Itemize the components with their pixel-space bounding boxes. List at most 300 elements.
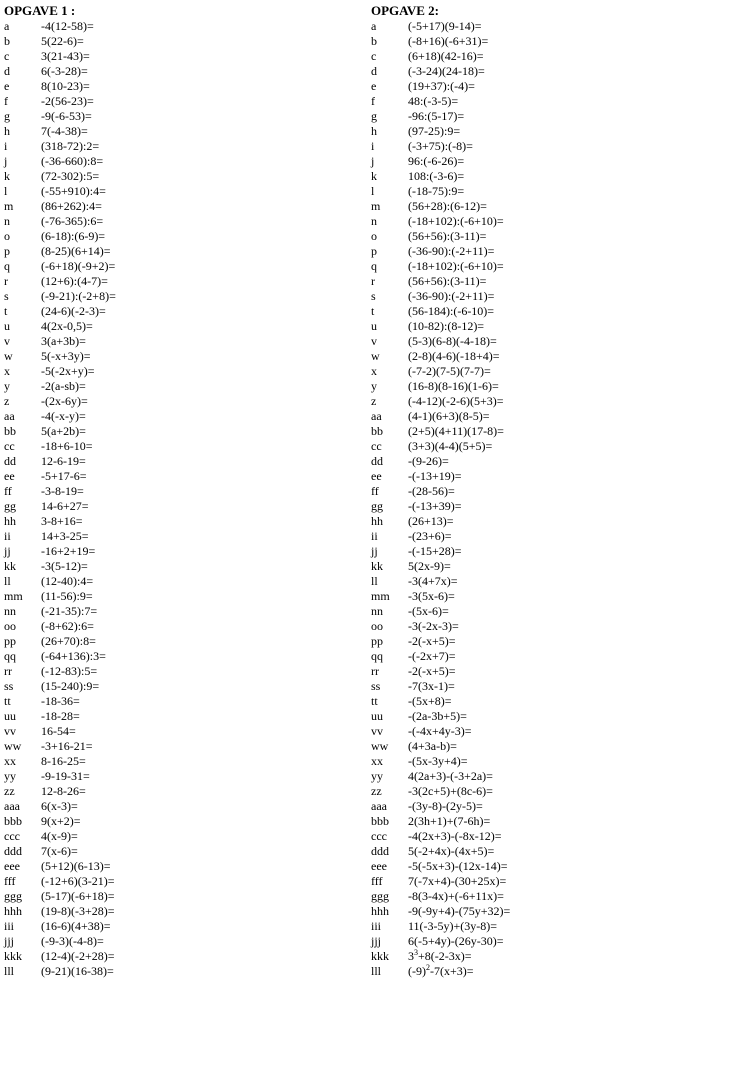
exercise-label: v bbox=[4, 334, 10, 348]
exercise-row bbox=[4, 139, 116, 154]
exercise-row bbox=[371, 739, 510, 754]
exercise-row bbox=[4, 889, 116, 904]
exercise-row bbox=[371, 19, 510, 34]
exercise-row bbox=[371, 919, 510, 934]
exercise-expression: 14+3-25= bbox=[41, 529, 89, 543]
exercise-label: oo bbox=[4, 619, 16, 633]
exercise-label: t bbox=[4, 304, 8, 318]
opgave-2-column bbox=[371, 3, 510, 979]
exercise-row bbox=[4, 604, 116, 619]
exercise-row bbox=[371, 454, 510, 469]
exercise-label: m bbox=[371, 199, 381, 213]
exercise-row bbox=[4, 199, 116, 214]
exercise-row bbox=[4, 484, 116, 499]
exercise-label: l bbox=[371, 184, 375, 198]
exercise-row bbox=[371, 604, 510, 619]
exercise-label: aa bbox=[371, 409, 382, 423]
exercise-label: jjj bbox=[371, 934, 382, 948]
exercise-row bbox=[371, 634, 510, 649]
exercise-row bbox=[4, 319, 116, 334]
exercise-label: qq bbox=[4, 649, 16, 663]
exercise-label: z bbox=[371, 394, 377, 408]
exercise-expression: (-18+102):(-6+10)= bbox=[408, 214, 504, 228]
exercise-row bbox=[371, 874, 510, 889]
exercise-expression: 4(2a+3)-(-3+2a)= bbox=[408, 769, 493, 783]
exercise-row bbox=[4, 724, 116, 739]
exercise-row bbox=[371, 784, 510, 799]
exercise-expression: (5-3)(6-8)(-4-18)= bbox=[408, 334, 497, 348]
exercise-expression: -(5x-3y+4)= bbox=[408, 754, 468, 768]
exercise-row bbox=[371, 79, 510, 94]
exercise-expression: 11(-3-5y)+(3y-8)= bbox=[408, 919, 498, 933]
exercise-label: xx bbox=[371, 754, 383, 768]
exercise-expression: (-12+6)(3-21)= bbox=[41, 874, 115, 888]
exercise-label: ii bbox=[371, 529, 378, 543]
exercise-row bbox=[371, 424, 510, 439]
exercise-expression: -18-28= bbox=[41, 709, 80, 723]
exercise-row bbox=[4, 169, 116, 184]
exercise-row bbox=[4, 469, 116, 484]
exercise-label: nn bbox=[371, 604, 383, 618]
exercise-expression bbox=[408, 964, 474, 979]
exercise-expression: (56-184):(-6-10)= bbox=[408, 304, 495, 318]
exercise-label: mm bbox=[371, 589, 390, 603]
exercise-label: ddd bbox=[4, 844, 22, 858]
exercise-label: o bbox=[4, 229, 10, 243]
exercise-expression: 12-6-19= bbox=[41, 454, 86, 468]
exercise-label: u bbox=[371, 319, 377, 333]
exercise-label: p bbox=[371, 244, 377, 258]
exercise-label: b bbox=[371, 34, 377, 48]
exercise-row bbox=[4, 574, 116, 589]
exercise-row bbox=[4, 64, 116, 79]
exercise-expression: (72-302):5= bbox=[41, 169, 100, 183]
exercise-label: d bbox=[4, 64, 10, 78]
exercise-label: yy bbox=[371, 769, 383, 783]
exercise-row bbox=[371, 229, 510, 244]
exercise-label: ddd bbox=[371, 844, 389, 858]
exercise-label: d bbox=[371, 64, 377, 78]
exercise-expression: (-8+16)(-6+31)= bbox=[408, 34, 489, 48]
exercise-row bbox=[371, 934, 510, 949]
exercise-expression: (26+70):8= bbox=[41, 634, 96, 648]
exercise-row bbox=[371, 694, 510, 709]
exercise-row bbox=[4, 784, 116, 799]
exercise-row bbox=[371, 349, 510, 364]
exercise-expression: 6(-3-28)= bbox=[41, 64, 88, 78]
exercise-row bbox=[371, 829, 510, 844]
exercise-label: uu bbox=[371, 709, 383, 723]
exercise-row bbox=[4, 814, 116, 829]
exercise-row bbox=[371, 394, 510, 409]
exercise-expression: -(2x-6y)= bbox=[41, 394, 88, 408]
exercise-row bbox=[4, 619, 116, 634]
exercise-expression: 8-16-25= bbox=[41, 754, 86, 768]
exercise-row bbox=[4, 769, 116, 784]
exercise-label: r bbox=[371, 274, 375, 288]
exercise-label: hh bbox=[4, 514, 16, 528]
exercise-row bbox=[371, 514, 510, 529]
exercise-label: s bbox=[371, 289, 376, 303]
exercise-expression: -9-19-31= bbox=[41, 769, 90, 783]
exercise-expression: (86+262):4= bbox=[41, 199, 102, 213]
exercise-row bbox=[371, 499, 510, 514]
exercise-expression: (-36-90):(-2+11)= bbox=[408, 289, 495, 303]
exercise-row bbox=[4, 649, 116, 664]
exercise-expression: -(28-56)= bbox=[408, 484, 455, 498]
exercise-expression: -(5x+8)= bbox=[408, 694, 452, 708]
exercise-label: j bbox=[371, 154, 375, 168]
exercise-row bbox=[4, 34, 116, 49]
exercise-expression: -3(5-12)= bbox=[41, 559, 88, 573]
exercise-expression: 14-6+27= bbox=[41, 499, 89, 513]
exercise-row bbox=[371, 529, 510, 544]
exercise-expression: -4(12-58)= bbox=[41, 19, 94, 33]
exercise-row bbox=[4, 454, 116, 469]
exercise-expression: 3-8+16= bbox=[41, 514, 83, 528]
exercise-row bbox=[371, 199, 510, 214]
exercise-label: i bbox=[371, 139, 375, 153]
exercise-row bbox=[371, 274, 510, 289]
exercise-row bbox=[4, 394, 116, 409]
expression-exponent: 2 bbox=[426, 963, 430, 972]
exercise-label: ccc bbox=[371, 829, 387, 843]
exercise-row bbox=[371, 289, 510, 304]
exercise-label: qq bbox=[371, 649, 383, 663]
expression-base: 3 bbox=[408, 949, 414, 963]
exercise-expression: 108:(-3-6)= bbox=[408, 169, 465, 183]
exercise-expression: (-5+17)(9-14)= bbox=[408, 19, 482, 33]
expression-rest: -7(x+3)= bbox=[430, 964, 474, 978]
exercise-expression: (-21-35):7= bbox=[41, 604, 98, 618]
exercise-label: lll bbox=[4, 964, 15, 978]
exercise-label: eee bbox=[4, 859, 20, 873]
exercise-row bbox=[4, 739, 116, 754]
exercise-row bbox=[371, 34, 510, 49]
exercise-label: bbb bbox=[371, 814, 389, 828]
exercise-row bbox=[4, 679, 116, 694]
exercise-expression: 4(2x-0,5)= bbox=[41, 319, 93, 333]
exercise-row bbox=[371, 214, 510, 229]
exercise-expression: -(3y-8)-(2y-5)= bbox=[408, 799, 483, 813]
exercise-expression: (-55+910):4= bbox=[41, 184, 106, 198]
exercise-expression: -(9-26)= bbox=[408, 454, 449, 468]
exercise-row bbox=[4, 304, 116, 319]
exercise-row bbox=[4, 559, 116, 574]
exercise-label: l bbox=[4, 184, 8, 198]
exercise-row bbox=[4, 409, 116, 424]
exercise-expression: (-7-2)(7-5)(7-7)= bbox=[408, 364, 491, 378]
exercise-expression: 7(x-6)= bbox=[41, 844, 78, 858]
exercise-expression: (8-25)(6+14)= bbox=[41, 244, 111, 258]
exercise-expression: -3+16-21= bbox=[41, 739, 93, 753]
exercise-label: w bbox=[4, 349, 13, 363]
exercise-expression: 5(2x-9)= bbox=[408, 559, 451, 573]
exercise-row bbox=[371, 544, 510, 559]
exercise-label: q bbox=[371, 259, 377, 273]
exercise-expression: (26+13)= bbox=[408, 514, 454, 528]
opgave-1-title: OPGAVE 1 : bbox=[4, 3, 76, 18]
exercise-row bbox=[371, 169, 510, 184]
exercise-label: cc bbox=[371, 439, 382, 453]
exercise-label: lll bbox=[371, 964, 382, 978]
exercise-label: w bbox=[371, 349, 380, 363]
exercise-label: a bbox=[371, 19, 377, 33]
exercise-label: xx bbox=[4, 754, 16, 768]
exercise-label: o bbox=[371, 229, 377, 243]
exercise-label: fff bbox=[371, 874, 383, 888]
exercise-row bbox=[4, 424, 116, 439]
exercise-expression: (-18+102):(-6+10)= bbox=[408, 259, 504, 273]
exercise-label: rr bbox=[371, 664, 379, 678]
exercise-expression: (-12-83):5= bbox=[41, 664, 98, 678]
exercise-row bbox=[4, 799, 116, 814]
exercise-label: vv bbox=[371, 724, 383, 738]
exercise-row bbox=[4, 229, 116, 244]
exercise-expression: -5(-2x+y)= bbox=[41, 364, 95, 378]
exercise-label: jj bbox=[4, 544, 11, 558]
exercise-expression: -3(-2x-3)= bbox=[408, 619, 459, 633]
exercise-expression: (-18-75):9= bbox=[408, 184, 465, 198]
exercise-row bbox=[371, 139, 510, 154]
exercise-expression: -(-4x+4y-3)= bbox=[408, 724, 472, 738]
exercise-expression: -18-36= bbox=[41, 694, 80, 708]
exercise-row bbox=[371, 649, 510, 664]
exercise-row bbox=[4, 19, 116, 34]
exercise-label: fff bbox=[4, 874, 16, 888]
exercise-row bbox=[371, 439, 510, 454]
exercise-expression: (56+56):(3-11)= bbox=[408, 274, 487, 288]
exercise-label: ss bbox=[371, 679, 381, 693]
exercise-label: ww bbox=[4, 739, 22, 753]
exercise-row bbox=[4, 514, 116, 529]
exercise-label: ww bbox=[371, 739, 389, 753]
exercise-row bbox=[4, 439, 116, 454]
exercise-expression: 7(-4-38)= bbox=[41, 124, 88, 138]
exercise-expression: (19-8)(-3+28)= bbox=[41, 904, 115, 918]
exercise-label: rr bbox=[4, 664, 12, 678]
exercise-row bbox=[4, 859, 116, 874]
exercise-label: oo bbox=[371, 619, 383, 633]
exercise-row bbox=[371, 184, 510, 199]
exercise-row bbox=[4, 49, 116, 64]
exercise-label: f bbox=[4, 94, 8, 108]
exercise-row bbox=[371, 124, 510, 139]
exercise-row bbox=[4, 244, 116, 259]
exercise-label: ee bbox=[4, 469, 15, 483]
exercise-label: kkk bbox=[4, 949, 22, 963]
exercise-label: tt bbox=[4, 694, 11, 708]
exercise-expression: 5(-x+3y)= bbox=[41, 349, 91, 363]
exercise-label: hh bbox=[371, 514, 383, 528]
exercise-expression: (5-17)(-6+18)= bbox=[41, 889, 115, 903]
exercise-expression: 9(x+2)= bbox=[41, 814, 81, 828]
exercise-row bbox=[4, 844, 116, 859]
exercise-row bbox=[371, 94, 510, 109]
exercise-row bbox=[4, 289, 116, 304]
exercise-row bbox=[4, 964, 116, 979]
exercise-label: ee bbox=[371, 469, 382, 483]
exercise-row bbox=[4, 634, 116, 649]
exercise-row bbox=[371, 754, 510, 769]
exercise-label: ll bbox=[371, 574, 378, 588]
exercise-row bbox=[371, 889, 510, 904]
exercise-row bbox=[371, 619, 510, 634]
exercise-expression: (-8+62):6= bbox=[41, 619, 94, 633]
exercise-row bbox=[371, 904, 510, 919]
exercise-expression: 5(a+2b)= bbox=[41, 424, 86, 438]
exercise-label: a bbox=[4, 19, 10, 33]
exercise-expression: (24-6)(-2-3)= bbox=[41, 304, 106, 318]
exercise-row bbox=[371, 679, 510, 694]
exercise-row bbox=[371, 814, 510, 829]
exercise-expression: -(-15+28)= bbox=[408, 544, 462, 558]
exercise-label: dd bbox=[4, 454, 16, 468]
exercise-label: kk bbox=[4, 559, 16, 573]
exercise-expression: (318-72):2= bbox=[41, 139, 100, 153]
exercise-label: g bbox=[371, 109, 377, 123]
exercise-label: nn bbox=[4, 604, 16, 618]
exercise-label: aaa bbox=[371, 799, 387, 813]
exercise-label: b bbox=[4, 34, 10, 48]
exercise-label: x bbox=[4, 364, 10, 378]
exercise-row bbox=[371, 574, 510, 589]
exercise-expression: -9(-6-53)= bbox=[41, 109, 92, 123]
exercise-expression: -2(56-23)= bbox=[41, 94, 94, 108]
exercise-row bbox=[371, 334, 510, 349]
exercise-row bbox=[4, 934, 116, 949]
exercise-label: eee bbox=[371, 859, 387, 873]
exercise-row bbox=[4, 544, 116, 559]
opgave-2-title: OPGAVE 2: bbox=[371, 3, 440, 18]
opgave-1-list bbox=[4, 19, 116, 979]
opgave-1-column bbox=[4, 3, 116, 979]
exercise-row bbox=[371, 244, 510, 259]
exercise-label: r bbox=[4, 274, 8, 288]
exercise-row bbox=[371, 724, 510, 739]
exercise-label: ff bbox=[371, 484, 379, 498]
exercise-expression: (-36-90):(-2+11)= bbox=[408, 244, 495, 258]
exercise-expression: (-36-660):8= bbox=[41, 154, 104, 168]
expression-exponent: 3 bbox=[414, 948, 418, 957]
exercise-label: i bbox=[4, 139, 8, 153]
exercise-label: k bbox=[371, 169, 377, 183]
exercise-row bbox=[4, 919, 116, 934]
exercise-expression: (-9-3)(-4-8)= bbox=[41, 934, 104, 948]
exercise-row bbox=[371, 799, 510, 814]
exercise-expression: (56+56):(3-11)= bbox=[408, 229, 487, 243]
exercise-expression: (-64+136):3= bbox=[41, 649, 106, 663]
exercise-expression: 5(22-6)= bbox=[41, 34, 84, 48]
exercise-expression: -2(-x+5)= bbox=[408, 634, 456, 648]
exercise-row bbox=[371, 319, 510, 334]
exercise-expression: (-76-365):6= bbox=[41, 214, 104, 228]
exercise-row bbox=[4, 529, 116, 544]
exercise-label: tt bbox=[371, 694, 378, 708]
exercise-row bbox=[371, 859, 510, 874]
exercise-label: m bbox=[4, 199, 14, 213]
exercise-label: iii bbox=[371, 919, 382, 933]
exercise-label: g bbox=[4, 109, 10, 123]
exercise-label: hhh bbox=[4, 904, 22, 918]
exercise-label: bb bbox=[371, 424, 383, 438]
exercise-row bbox=[371, 109, 510, 124]
exercise-label: gg bbox=[4, 499, 16, 513]
exercise-label: zz bbox=[371, 784, 382, 798]
exercise-label: bbb bbox=[4, 814, 22, 828]
exercise-expression: -3(2c+5)+(8c-6)= bbox=[408, 784, 493, 798]
exercise-row bbox=[4, 94, 116, 109]
exercise-row bbox=[371, 664, 510, 679]
exercise-label: s bbox=[4, 289, 9, 303]
exercise-label: h bbox=[371, 124, 377, 138]
exercise-label: uu bbox=[4, 709, 16, 723]
exercise-expression: (-4-12)(-2-6)(5+3)= bbox=[408, 394, 504, 408]
exercise-label: kk bbox=[371, 559, 383, 573]
exercise-expression: -(23+6)= bbox=[408, 529, 452, 543]
exercise-row bbox=[4, 874, 116, 889]
exercise-label: jj bbox=[371, 544, 378, 558]
exercise-row bbox=[371, 409, 510, 424]
exercise-row bbox=[4, 79, 116, 94]
exercise-expression: (19+37):(-4)= bbox=[408, 79, 475, 93]
exercise-expression: -4(2x+3)-(-8x-12)= bbox=[408, 829, 502, 843]
exercise-row bbox=[4, 184, 116, 199]
exercise-expression: -7(3x-1)= bbox=[408, 679, 455, 693]
exercise-label: n bbox=[4, 214, 10, 228]
exercise-row bbox=[4, 334, 116, 349]
exercise-expression: (16-6)(4+38)= bbox=[41, 919, 111, 933]
exercise-row bbox=[4, 709, 116, 724]
exercise-label: f bbox=[371, 94, 375, 108]
exercise-row bbox=[371, 49, 510, 64]
exercise-expression: (4+3a-b)= bbox=[408, 739, 457, 753]
exercise-label: dd bbox=[371, 454, 383, 468]
exercise-expression: 4(x-9)= bbox=[41, 829, 78, 843]
exercise-row bbox=[4, 694, 116, 709]
exercise-expression: -(-13+19)= bbox=[408, 469, 462, 483]
exercise-label: k bbox=[4, 169, 10, 183]
expression-rest: +8(-2-3x)= bbox=[418, 949, 472, 963]
exercise-row bbox=[371, 709, 510, 724]
exercise-row bbox=[371, 769, 510, 784]
exercise-label: jjj bbox=[4, 934, 15, 948]
exercise-expression: (9-21)(16-38)= bbox=[41, 964, 114, 978]
exercise-expression: -3-8-19= bbox=[41, 484, 84, 498]
exercise-expression: 3(a+3b)= bbox=[41, 334, 86, 348]
exercise-label: t bbox=[371, 304, 375, 318]
exercise-expression: 3(21-43)= bbox=[41, 49, 90, 63]
exercise-expression: -(-13+39)= bbox=[408, 499, 462, 513]
exercise-expression: (10-82):(8-12)= bbox=[408, 319, 485, 333]
exercise-row bbox=[4, 124, 116, 139]
exercise-label: ggg bbox=[4, 889, 22, 903]
exercise-expression: 6(x-3)= bbox=[41, 799, 78, 813]
exercise-label: e bbox=[371, 79, 377, 93]
exercise-row bbox=[4, 949, 116, 964]
exercise-label: y bbox=[4, 379, 10, 393]
exercise-row bbox=[371, 484, 510, 499]
exercise-expression: 16-54= bbox=[41, 724, 76, 738]
exercise-row bbox=[371, 844, 510, 859]
exercise-expression: (-6+18)(-9+2)= bbox=[41, 259, 116, 273]
exercise-label: p bbox=[4, 244, 10, 258]
exercise-expression: -(5x-6)= bbox=[408, 604, 449, 618]
exercise-label: mm bbox=[4, 589, 23, 603]
exercise-expression: (-3+75):(-8)= bbox=[408, 139, 473, 153]
exercise-expression: 8(10-23)= bbox=[41, 79, 90, 93]
exercise-row bbox=[371, 379, 510, 394]
